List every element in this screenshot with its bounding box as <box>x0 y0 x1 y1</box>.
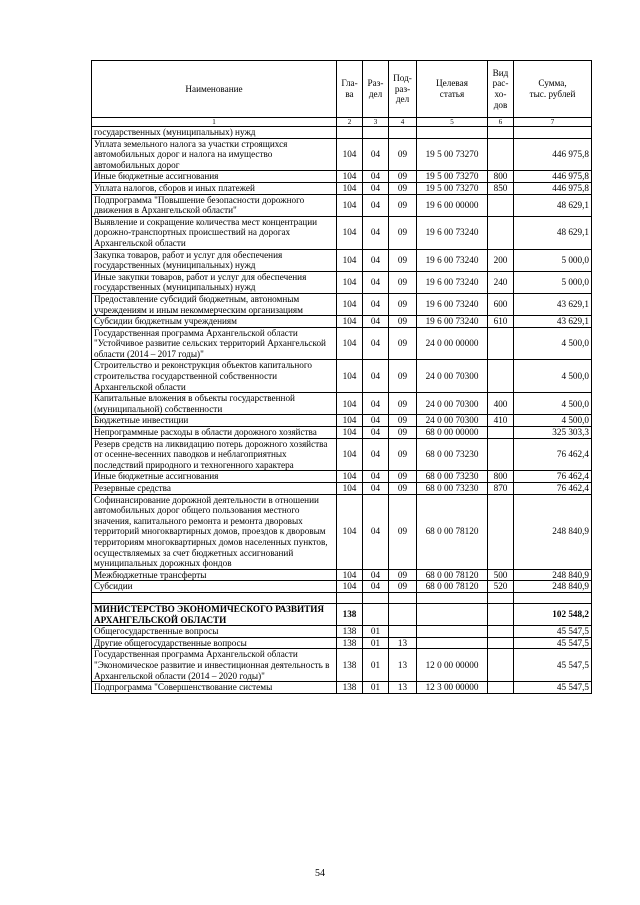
row-vid <box>488 360 514 393</box>
row-razdel: 01 <box>363 626 389 638</box>
row-razdel <box>363 592 389 603</box>
row-sum: 446 975,8 <box>514 171 592 183</box>
row-glava: 104 <box>337 138 363 171</box>
row-podrazdel: 09 <box>389 360 417 393</box>
row-name: Государственная программа Архангельской области "Устойчивое развитие сельских территорий Архангельской области (2014 – 2017 годы)" <box>92 327 337 360</box>
row-razdel <box>363 603 389 625</box>
row-vid: 870 <box>488 483 514 495</box>
table-row <box>92 316 592 328</box>
row-vid <box>488 127 514 139</box>
row-razdel: 01 <box>363 649 389 682</box>
column-number: 3 <box>363 118 389 127</box>
row-name: Непрограммные расходы в области дорожного хозяйства <box>92 427 337 439</box>
table-body <box>92 127 592 694</box>
row-podrazdel: 09 <box>389 427 417 439</box>
row-target: 68 0 00 78120 <box>417 581 488 593</box>
table-row <box>92 393 592 415</box>
row-sum <box>514 127 592 139</box>
header-podrazdel: Под- раз- дел <box>389 61 417 118</box>
row-vid <box>488 427 514 439</box>
table-row <box>92 581 592 593</box>
row-vid <box>488 194 514 216</box>
row-sum: 43 629,1 <box>514 293 592 315</box>
row-name: Общегосударственные вопросы <box>92 626 337 638</box>
row-sum: 4 500,0 <box>514 415 592 427</box>
row-podrazdel: 09 <box>389 138 417 171</box>
column-number: 2 <box>337 118 363 127</box>
row-razdel: 04 <box>363 581 389 593</box>
table-row <box>92 360 592 393</box>
row-podrazdel: 09 <box>389 327 417 360</box>
row-podrazdel: 09 <box>389 393 417 415</box>
column-number: 6 <box>488 118 514 127</box>
row-glava: 104 <box>337 483 363 495</box>
row-name: Капитальные вложения в объекты государственной (муниципальной) собственности <box>92 393 337 415</box>
row-vid <box>488 327 514 360</box>
row-target: 68 0 00 73230 <box>417 438 488 471</box>
row-name: Межбюджетные трансферты <box>92 569 337 581</box>
row-vid: 520 <box>488 581 514 593</box>
row-podrazdel: 09 <box>389 271 417 293</box>
column-number: 7 <box>514 118 592 127</box>
row-name: Подпрограмма "Повышение безопасности дорожного движения в Архангельской области" <box>92 194 337 216</box>
row-name: Резервные средства <box>92 483 337 495</box>
row-vid: 610 <box>488 316 514 328</box>
row-razdel: 04 <box>363 438 389 471</box>
row-target: 19 6 00 73240 <box>417 293 488 315</box>
row-glava: 104 <box>337 293 363 315</box>
row-vid: 240 <box>488 271 514 293</box>
row-podrazdel: 09 <box>389 293 417 315</box>
row-target: 68 0 00 73230 <box>417 471 488 483</box>
row-sum: 446 975,8 <box>514 182 592 194</box>
row-vid <box>488 592 514 603</box>
row-target: 12 3 00 00000 <box>417 682 488 694</box>
row-sum: 4 500,0 <box>514 327 592 360</box>
row-razdel <box>363 127 389 139</box>
row-vid <box>488 138 514 171</box>
table-row <box>92 603 592 625</box>
table-row <box>92 626 592 638</box>
row-target: 68 0 00 00000 <box>417 427 488 439</box>
row-glava: 138 <box>337 603 363 625</box>
row-glava <box>337 592 363 603</box>
row-name: Закупка товаров, работ и услуг для обеспечения государственных (муниципальных) нужд <box>92 249 337 271</box>
row-sum: 45 547,5 <box>514 682 592 694</box>
row-name: Подпрограмма "Совершенствование системы <box>92 682 337 694</box>
table-row <box>92 438 592 471</box>
row-glava: 104 <box>337 427 363 439</box>
table-row <box>92 216 592 249</box>
row-podrazdel: 13 <box>389 682 417 694</box>
table-row <box>92 592 592 603</box>
row-name: Субсидии бюджетным учреждениям <box>92 316 337 328</box>
column-number: 1 <box>92 118 337 127</box>
row-glava: 104 <box>337 327 363 360</box>
row-razdel: 04 <box>363 494 389 569</box>
row-glava <box>337 127 363 139</box>
row-razdel: 04 <box>363 171 389 183</box>
row-razdel: 04 <box>363 471 389 483</box>
row-target <box>417 637 488 649</box>
row-vid: 800 <box>488 471 514 483</box>
table-row <box>92 569 592 581</box>
column-number: 4 <box>389 118 417 127</box>
row-vid: 850 <box>488 182 514 194</box>
row-target: 68 0 00 78120 <box>417 569 488 581</box>
row-sum: 248 840,9 <box>514 494 592 569</box>
row-target: 19 6 00 73240 <box>417 271 488 293</box>
row-name: МИНИСТЕРСТВО ЭКОНОМИЧЕСКОГО РАЗВИТИЯ АРХАНГЕЛЬСКОЙ ОБЛАСТИ <box>92 603 337 625</box>
row-razdel: 04 <box>363 360 389 393</box>
row-sum: 45 547,5 <box>514 637 592 649</box>
row-vid <box>488 438 514 471</box>
row-podrazdel: 09 <box>389 438 417 471</box>
row-target: 24 0 00 00000 <box>417 327 488 360</box>
row-podrazdel: 13 <box>389 637 417 649</box>
row-glava: 104 <box>337 569 363 581</box>
table-row <box>92 171 592 183</box>
table-row <box>92 649 592 682</box>
row-podrazdel: 09 <box>389 494 417 569</box>
row-podrazdel: 13 <box>389 649 417 682</box>
row-target <box>417 603 488 625</box>
row-podrazdel: 09 <box>389 194 417 216</box>
table-row <box>92 327 592 360</box>
row-target <box>417 626 488 638</box>
row-glava: 104 <box>337 393 363 415</box>
table-row <box>92 182 592 194</box>
row-razdel: 04 <box>363 427 389 439</box>
row-target: 19 6 00 00000 <box>417 194 488 216</box>
row-podrazdel <box>389 626 417 638</box>
row-razdel: 01 <box>363 637 389 649</box>
row-razdel: 04 <box>363 316 389 328</box>
row-target: 19 6 00 73240 <box>417 316 488 328</box>
row-name: Государственная программа Архангельской области "Экономическое развитие и инвестиционная деятельность в Архангельской области (2014 – 2020 годы)" <box>92 649 337 682</box>
row-sum: 325 303,3 <box>514 427 592 439</box>
row-podrazdel: 09 <box>389 483 417 495</box>
row-name: Иные бюджетные ассигнования <box>92 471 337 483</box>
header-target: Целевая статья <box>417 61 488 118</box>
row-name: Другие общегосударственные вопросы <box>92 637 337 649</box>
row-sum: 43 629,1 <box>514 316 592 328</box>
table-row <box>92 637 592 649</box>
row-razdel: 04 <box>363 194 389 216</box>
row-glava: 104 <box>337 194 363 216</box>
row-target: 12 0 00 00000 <box>417 649 488 682</box>
row-razdel: 04 <box>363 138 389 171</box>
row-vid: 200 <box>488 249 514 271</box>
header-glava: Гла- ва <box>337 61 363 118</box>
row-sum: 76 462,4 <box>514 483 592 495</box>
row-podrazdel: 09 <box>389 171 417 183</box>
row-podrazdel <box>389 127 417 139</box>
row-target: 19 5 00 73270 <box>417 182 488 194</box>
row-podrazdel <box>389 592 417 603</box>
header-name: Наименование <box>92 61 337 118</box>
row-vid <box>488 637 514 649</box>
row-vid: 600 <box>488 293 514 315</box>
row-glava: 104 <box>337 494 363 569</box>
row-sum: 248 840,9 <box>514 569 592 581</box>
row-target: 24 0 00 70300 <box>417 360 488 393</box>
table-row <box>92 415 592 427</box>
table-row <box>92 194 592 216</box>
row-sum: 4 500,0 <box>514 360 592 393</box>
row-name: Субсидии <box>92 581 337 593</box>
row-sum: 446 975,8 <box>514 138 592 171</box>
row-target: 24 0 00 70300 <box>417 393 488 415</box>
row-vid <box>488 626 514 638</box>
table-row <box>92 249 592 271</box>
row-vid <box>488 603 514 625</box>
row-podrazdel: 09 <box>389 249 417 271</box>
row-name: Уплата налогов, сборов и иных платежей <box>92 182 337 194</box>
row-target: 19 5 00 73270 <box>417 171 488 183</box>
row-name: Иные бюджетные ассигнования <box>92 171 337 183</box>
header-sum: Сумма, тыс. рублей <box>514 61 592 118</box>
row-name: Резерв средств на ликвидацию потерь дорожного хозяйства от осенне-весенних паводков и неблагоприятных последствий природного и техногенного характера <box>92 438 337 471</box>
row-target: 68 0 00 78120 <box>417 494 488 569</box>
table-row <box>92 471 592 483</box>
row-vid: 400 <box>488 393 514 415</box>
row-target: 19 6 00 73240 <box>417 216 488 249</box>
header-razdel: Раз- дел <box>363 61 389 118</box>
row-razdel: 04 <box>363 327 389 360</box>
row-target: 19 5 00 73270 <box>417 138 488 171</box>
row-glava: 104 <box>337 471 363 483</box>
table-row <box>92 427 592 439</box>
row-target: 68 0 00 73230 <box>417 483 488 495</box>
row-name: Строительство и реконструкция объектов капитального строительства государственной собственности Архангельской области <box>92 360 337 393</box>
row-glava: 104 <box>337 360 363 393</box>
row-sum: 45 547,5 <box>514 626 592 638</box>
row-glava: 138 <box>337 626 363 638</box>
row-name: Уплата земельного налога за участки строящихся автомобильных дорог и налога на имущество автомобильных дорог <box>92 138 337 171</box>
row-razdel: 04 <box>363 569 389 581</box>
row-podrazdel: 09 <box>389 316 417 328</box>
row-podrazdel <box>389 603 417 625</box>
row-razdel: 04 <box>363 182 389 194</box>
row-target: 19 6 00 73240 <box>417 249 488 271</box>
row-glava: 138 <box>337 682 363 694</box>
row-vid <box>488 216 514 249</box>
row-sum: 4 500,0 <box>514 393 592 415</box>
row-sum: 45 547,5 <box>514 649 592 682</box>
row-vid: 410 <box>488 415 514 427</box>
row-razdel: 04 <box>363 393 389 415</box>
row-glava: 104 <box>337 415 363 427</box>
row-vid: 800 <box>488 171 514 183</box>
row-razdel: 01 <box>363 682 389 694</box>
row-vid <box>488 649 514 682</box>
row-razdel: 04 <box>363 216 389 249</box>
row-sum: 102 548,2 <box>514 603 592 625</box>
row-glava: 104 <box>337 438 363 471</box>
row-glava: 138 <box>337 637 363 649</box>
table-row <box>92 682 592 694</box>
row-vid: 500 <box>488 569 514 581</box>
row-glava: 104 <box>337 271 363 293</box>
row-glava: 104 <box>337 249 363 271</box>
table-row <box>92 127 592 139</box>
row-glava: 104 <box>337 216 363 249</box>
table-row <box>92 271 592 293</box>
row-podrazdel: 09 <box>389 581 417 593</box>
row-sum: 5 000,0 <box>514 249 592 271</box>
row-name: Бюджетные инвестиции <box>92 415 337 427</box>
table-row <box>92 483 592 495</box>
row-podrazdel: 09 <box>389 471 417 483</box>
table-row <box>92 293 592 315</box>
row-target <box>417 127 488 139</box>
row-sum: 48 629,1 <box>514 194 592 216</box>
row-sum <box>514 592 592 603</box>
row-glava: 104 <box>337 171 363 183</box>
row-vid <box>488 682 514 694</box>
row-sum: 248 840,9 <box>514 581 592 593</box>
row-name <box>92 592 337 603</box>
header-vid: Вид рас- хо- дов <box>488 61 514 118</box>
column-number-row <box>92 118 592 127</box>
row-target <box>417 592 488 603</box>
row-podrazdel: 09 <box>389 182 417 194</box>
row-sum: 76 462,4 <box>514 471 592 483</box>
page-number: 54 <box>315 868 325 879</box>
row-name: Выявление и сокращение количества мест концентрации дорожно-транспортных происшествий на дорогах Архангельской области <box>92 216 337 249</box>
row-name: Софинансирование дорожной деятельности в отношении автомобильных дорог общего пользования местного значения, капитального ремонта и ремонта дворовых территорий многоквартирных домов, проездов к дворовым территориям многоквартирных домов населенных пунктов, осуществляемых за счет бюджетных ассигнований муниципальных дорожных фондов <box>92 494 337 569</box>
row-razdel: 04 <box>363 249 389 271</box>
row-sum: 76 462,4 <box>514 438 592 471</box>
row-podrazdel: 09 <box>389 216 417 249</box>
column-number: 5 <box>417 118 488 127</box>
row-podrazdel: 09 <box>389 569 417 581</box>
row-glava: 104 <box>337 182 363 194</box>
row-sum: 48 629,1 <box>514 216 592 249</box>
row-razdel: 04 <box>363 415 389 427</box>
row-razdel: 04 <box>363 271 389 293</box>
row-glava: 138 <box>337 649 363 682</box>
row-name: Предоставление субсидий бюджетным, автономным учреждениям и иным некоммерческим организациям <box>92 293 337 315</box>
table-row <box>92 494 592 569</box>
row-podrazdel: 09 <box>389 415 417 427</box>
row-razdel: 04 <box>363 483 389 495</box>
row-sum: 5 000,0 <box>514 271 592 293</box>
table-row <box>92 138 592 171</box>
row-glava: 104 <box>337 581 363 593</box>
row-razdel: 04 <box>363 293 389 315</box>
row-name: Иные закупки товаров, работ и услуг для обеспечения государственных (муниципальных) нужд <box>92 271 337 293</box>
budget-table <box>91 60 592 694</box>
row-vid <box>488 494 514 569</box>
row-glava: 104 <box>337 316 363 328</box>
row-target: 24 0 00 70300 <box>417 415 488 427</box>
row-name: государственных (муниципальных) нужд <box>92 127 337 139</box>
